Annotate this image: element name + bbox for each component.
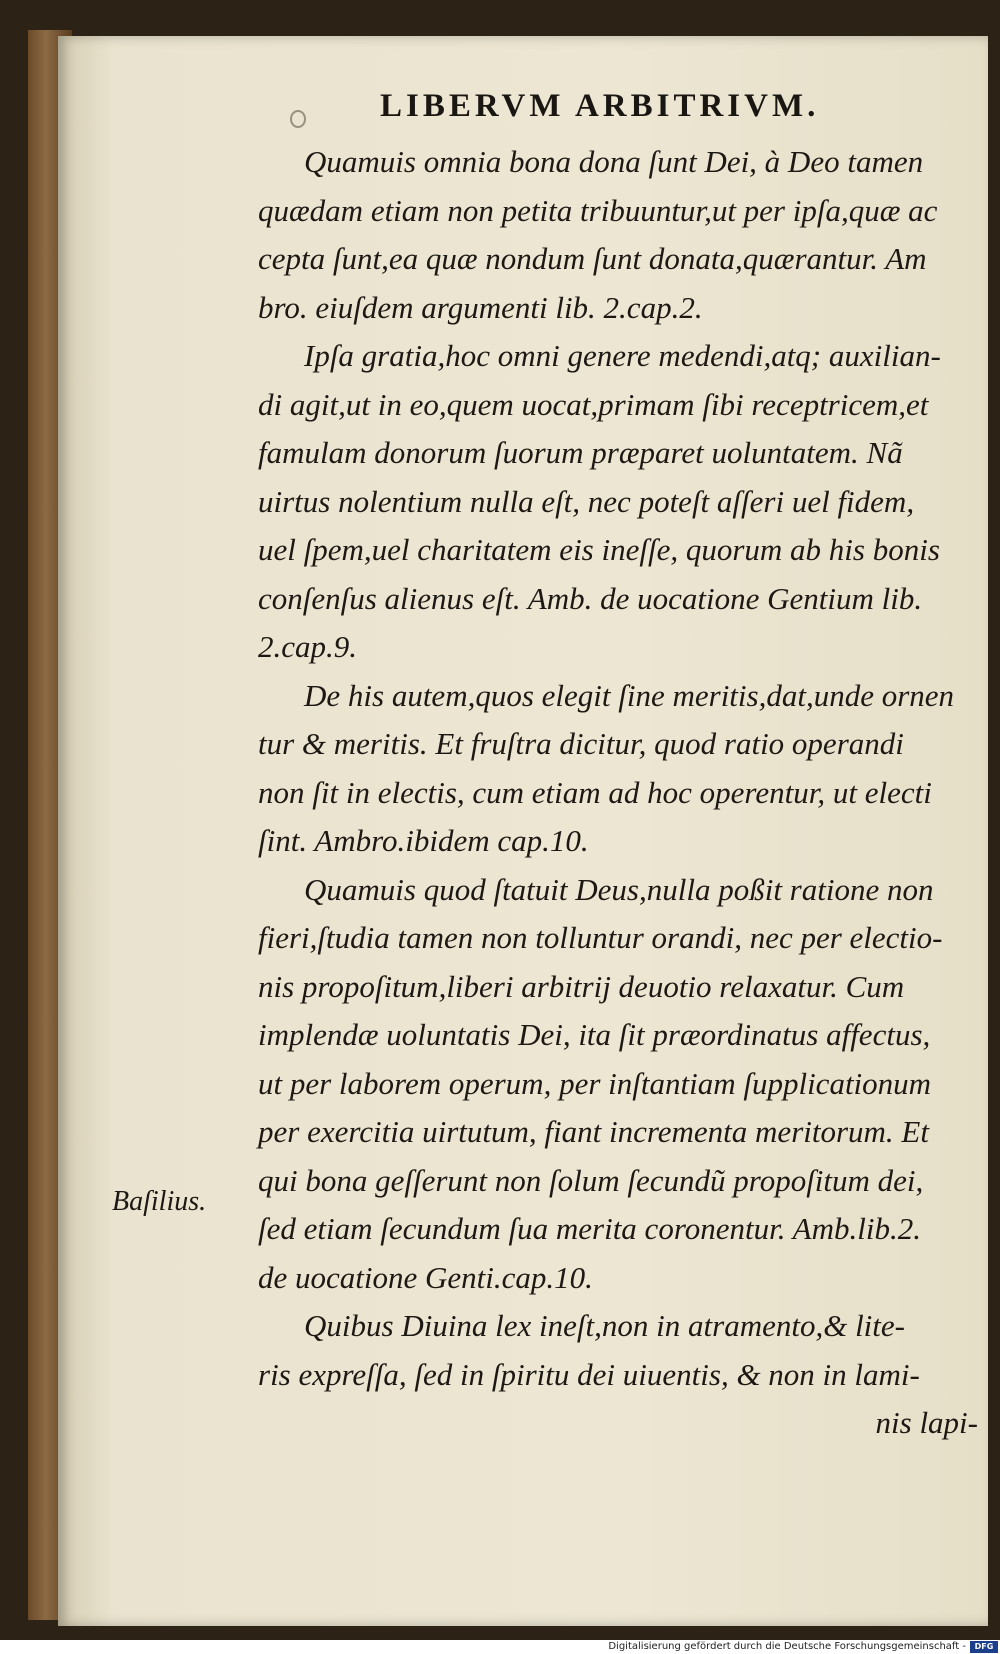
text-line: quædam etiam non petita tribuuntur,ut per ipſa,quæ ac: [258, 192, 938, 228]
page-blemish: [290, 110, 306, 128]
text-line: famulam donorum ſuorum præparet uoluntatem. Nã: [258, 435, 903, 470]
text-line: bro. eiuſdem argumenti lib. 2.cap.2.: [258, 289, 703, 325]
text-line: 2.cap.9.: [258, 629, 358, 664]
footer-bar: [0, 1640, 1000, 1654]
text-line: implendæ uoluntatis Dei, ita ſit præordinatus affectus,: [258, 1017, 931, 1052]
paragraph-3: [258, 672, 978, 866]
text-line: ſed etiam ſecundum ſua merita coronentur. Amb.lib.2.: [258, 1211, 921, 1246]
text-line: de uocatione Genti.cap.10.: [258, 1259, 593, 1295]
text-line: per exercitia uirtutum, fiant incrementa meritorum. Et: [258, 1114, 929, 1149]
text-line: fieri,ſtudia tamen non tolluntur orandi, nec per electio-: [258, 920, 943, 955]
text-line: cepta ſunt,ea quæ nondum ſunt donata,quærantur. Am: [258, 241, 927, 276]
catchword: nis lapi-: [875, 1405, 978, 1440]
text-line: uel ſpem,uel charitatem eis ineſſe, quorum ab his bonis: [258, 532, 940, 567]
body-text: [258, 138, 978, 1448]
text-line: ris expreſſa, ſed in ſpiritu dei uiuentis, & non in lami-: [258, 1356, 920, 1392]
text-line: Quamuis omnia bona dona ſunt Dei, à Deo tamen: [304, 144, 924, 179]
paragraph-5: [258, 1302, 978, 1399]
paragraph-1: [258, 138, 978, 332]
text-line: Quamuis quod ſtatuit Deus,nulla poßit ratione non: [304, 871, 934, 907]
text-line: Ipſa gratia,hoc omni genere medendi,atq; auxilian-: [304, 338, 941, 373]
text-line: nis propoſitum,liberi arbitrij deuotio relaxatur. Cum: [258, 968, 905, 1004]
text-line: ut per laborem operum, per inſtantiam ſupplicationum: [258, 1065, 932, 1101]
text-line: non ſit in electis, cum etiam ad hoc operentur, ut electi: [258, 774, 932, 810]
text-line: tur & meritis. Et fruſtra dicitur, quod ratio operandi: [258, 726, 904, 761]
text-line: ſint. Ambro.ibidem cap.10.: [258, 823, 589, 858]
funding-credit: Digitalisierung gefördert durch die Deutsche Forschungsgemeinschaft -: [608, 1641, 966, 1652]
text-line: Quibus Diuina lex ineſt,non in atramento,& lite-: [304, 1308, 905, 1343]
marginal-note: Baſilius.: [112, 1186, 207, 1217]
text-line: conſenſus alienus eſt. Amb. de uocatione Gentium lib.: [258, 580, 923, 616]
text-line: uirtus nolentium nulla eſt, nec poteſt aſſeri uel fidem,: [258, 483, 915, 519]
paragraph-2: [258, 332, 978, 672]
paragraph-4: [258, 866, 978, 1303]
text-line: qui bona geſſerunt non ſolum ſecundũ propoſitum dei,: [258, 1162, 924, 1198]
text-line: di agit,ut in eo,quem uocat,primam ſibi receptricem,et: [258, 386, 929, 422]
text-line: De his autem,quos elegit ſine meritis,dat,unde ornen: [304, 677, 955, 713]
dfg-logo-icon: DFG: [970, 1641, 998, 1653]
running-header: LIBERVM ARBITRIVM.: [380, 88, 820, 124]
